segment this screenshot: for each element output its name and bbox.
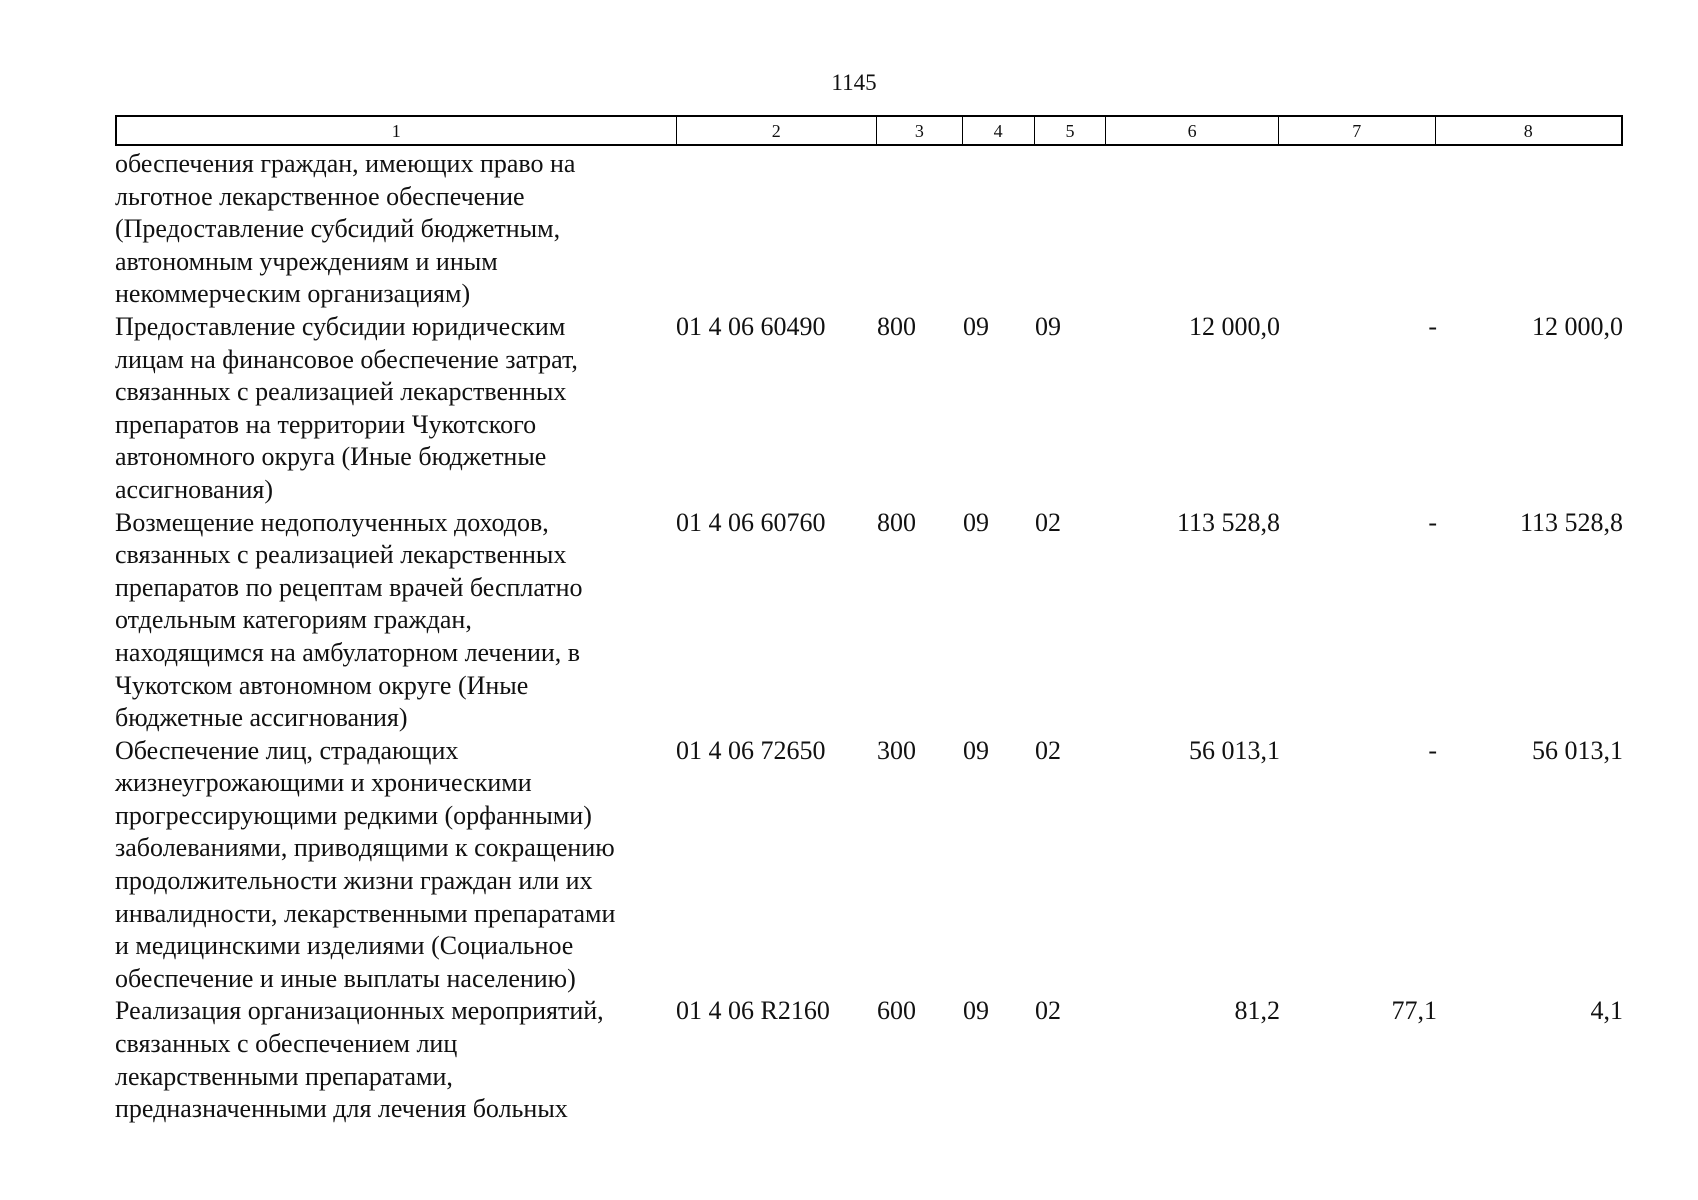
subsection: 02 [1035,735,1061,765]
expense-name-line: продолжительности жизни граждан или их [115,866,593,896]
expense-name-line: связанных с реализацией лекарственных [115,540,567,570]
section: 09 [963,996,989,1026]
expense-name-line: препаратов на территории Чукотского [115,409,537,439]
amount-federal [1280,148,1437,311]
expense-name-line: Обеспечение лиц, страдающих [115,735,459,765]
expense-name-line: предназначенными для лечения больных [115,1094,568,1124]
table-row [115,735,1623,996]
expense-name-line: Чукотском автономном округе (Иные [115,670,529,700]
subsection: 02 [1035,507,1061,537]
expense-name-line: находящимся на амбулаторном лечении, в [115,637,581,667]
table-row [115,311,1623,507]
expense-name-line: прогрессирующими редкими (орфанными) [115,800,592,830]
expense-name-line: льготное лекарственное обеспечение [115,181,525,211]
column-header-3: 3 [877,117,963,144]
amount-total: 56 013,1 [1189,735,1280,765]
page-number: 1145 [831,70,877,95]
expense-name-line: обеспечения граждан, имеющих право на [115,149,576,178]
column-header-2: 2 [677,117,877,144]
column-header-7: 7 [1279,117,1436,144]
column-number-header [115,115,1623,146]
amount-federal: 77,1 [1391,996,1437,1026]
section: 09 [963,507,989,537]
expense-name-line: Предоставление субсидии юридическим [115,311,566,341]
expense-name-line: ассигнования) [115,474,274,504]
expense-name-line: лицам на финансовое обеспечение затрат, [115,344,578,374]
expense-name-line: автономного округа (Иные бюджетные [115,442,547,472]
amount-federal: - [1428,507,1437,537]
target-code: 01 4 06 72650 [676,735,826,765]
amount-total [1107,148,1280,311]
amount-total: 12 000,0 [1189,311,1280,341]
expense-name-line: лекарственными препаратами, [115,1061,453,1091]
subsection [1035,148,1107,311]
expense-name-line: автономным учреждениям и иным [115,246,498,276]
expense-name-line: некоммерческим организациям) [115,279,471,309]
subsection: 02 [1035,996,1061,1026]
amount-regional: 4,1 [1590,996,1623,1026]
expense-name [115,311,676,507]
expense-type: 800 [877,311,916,341]
expense-type: 600 [877,996,916,1026]
section: 09 [963,735,989,765]
column-header-4: 4 [963,117,1035,144]
expense-type: 800 [877,507,916,537]
subsection: 09 [1035,311,1061,341]
column-header-5: 5 [1035,117,1107,144]
expense-name-line: бюджетные ассигнования) [115,703,408,733]
amount-federal: - [1428,311,1437,341]
expense-name-line: отдельным категориям граждан, [115,605,472,635]
amount-total: 113 528,8 [1176,507,1280,537]
expense-name [115,148,676,311]
expense-name-line: и медицинскими изделиями (Социальное [115,931,574,961]
expense-name-line: инвалидности, лекарственными препаратами [115,898,616,928]
table-row [115,148,1623,311]
column-header-6: 6 [1106,117,1279,144]
amount-regional: 56 013,1 [1532,735,1623,765]
expense-name-line: обеспечение и иные выплаты населению) [115,963,576,993]
expense-name-line: Возмещение недополученных доходов, [115,507,549,537]
amount-federal: - [1428,735,1437,765]
column-header-1: 1 [117,117,677,144]
expense-name [115,507,676,735]
expense-name-line: жизнеугрожающими и хроническими [115,768,532,798]
expense-name-line: заболеваниями, приводящими к сокращению [115,833,615,863]
expense-name-line: (Предоставление субсидий бюджетным, [115,214,561,244]
target-code [676,148,877,311]
target-code: 01 4 06 60760 [676,507,826,537]
amount-regional [1437,148,1623,311]
expense-name [115,735,676,996]
expense-name-line: связанных с реализацией лекарственных [115,377,567,407]
amount-regional: 113 528,8 [1519,507,1623,537]
target-code: 01 4 06 R2160 [676,996,830,1026]
expense-name [115,995,676,1125]
target-code: 01 4 06 60490 [676,311,826,341]
amount-total: 81,2 [1234,996,1280,1026]
section: 09 [963,311,989,341]
table-row [115,995,1623,1125]
column-header-8: 8 [1523,121,1533,141]
amount-regional: 12 000,0 [1532,311,1623,341]
expense-type: 300 [877,735,916,765]
expense-name-line: препаратов по рецептам врачей бесплатно [115,572,583,602]
table-row [115,507,1623,735]
section [963,148,1035,311]
expense-type [877,148,963,311]
budget-table-body [115,148,1623,1126]
expense-name-line: Реализация организационных мероприятий, [115,996,604,1026]
expense-name-line: связанных с обеспечением лиц [115,1029,458,1059]
